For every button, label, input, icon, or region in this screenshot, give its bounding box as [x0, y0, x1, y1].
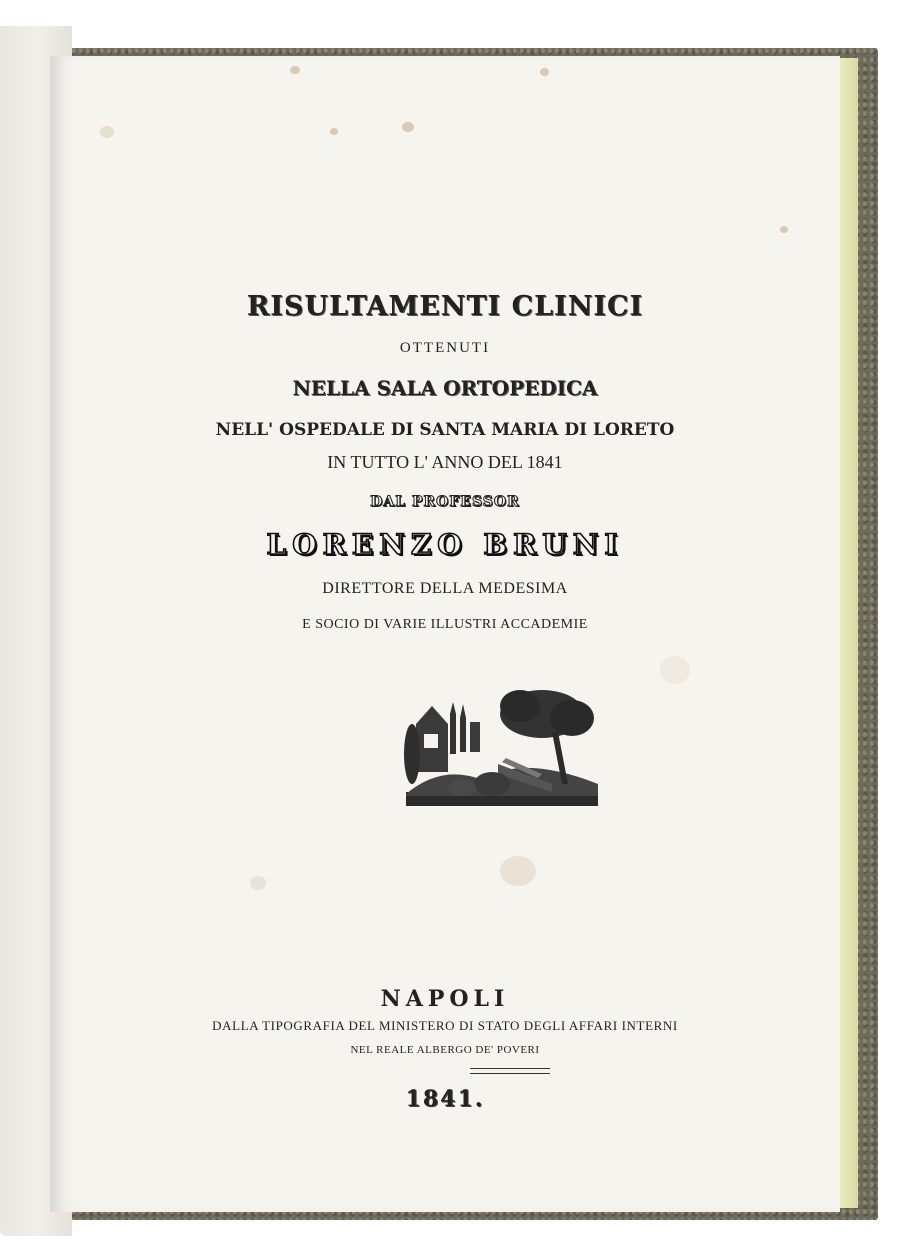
author-affiliation: E SOCIO DI VARIE ILLUSTRI ACCADEMIE [302, 617, 588, 632]
subtitle-year: IN TUTTO L' ANNO DEL 1841 [327, 452, 563, 472]
foxing-spot [100, 126, 114, 138]
foxing-spot [500, 856, 536, 886]
foxing-spot [330, 128, 338, 135]
subtitle-location: NELLA SALA ORTOPEDICA [292, 376, 598, 400]
subtitle-hospital: NELL' OSPEDALE DI SANTA MARIA DI LORETO [215, 420, 675, 440]
imprint-address: NEL REALE ALBERGO DE' POVERI [350, 1044, 540, 1056]
divider-rule [470, 1068, 550, 1074]
author-role: DIRETTORE DELLA MEDESIMA [322, 580, 568, 597]
foxing-spot [250, 876, 266, 890]
foxing-spot [402, 122, 414, 132]
imprint-city: NAPOLI [380, 986, 510, 1012]
by-line: DAL PROFESSOR [370, 494, 520, 510]
imprint-printer: DALLA TIPOGRAFIA DEL MINISTERO DI STATO DEGLI AFFARI INTERNI [212, 1018, 678, 1033]
foxing-spot [660, 656, 690, 684]
author-name: LORENZO BRUNI [266, 528, 624, 561]
foxing-spot [780, 226, 788, 233]
foxing-spot [290, 66, 300, 74]
woodcut-landscape-icon [402, 684, 602, 810]
foxing-spot [540, 68, 549, 76]
subtitle-ottenuti: OTTENUTI [399, 340, 491, 356]
page-title: RISULTAMENTI CLINICI [246, 291, 644, 322]
title-page [50, 56, 840, 1212]
imprint-year: 1841. [405, 1086, 485, 1112]
